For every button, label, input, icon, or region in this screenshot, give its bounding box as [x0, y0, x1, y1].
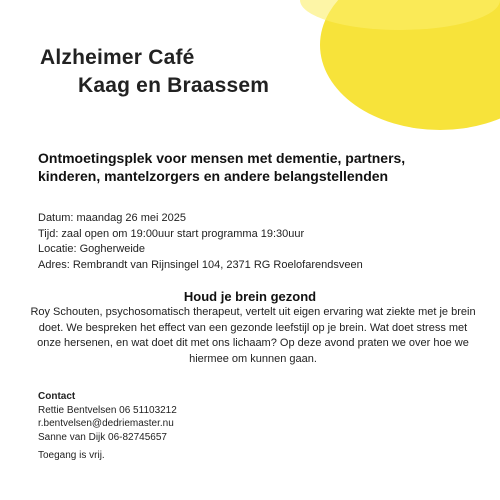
contact-section — [38, 390, 177, 444]
admission-note: Toegang is vrij. — [38, 450, 105, 461]
subtitle: Ontmoetingsplek voor mensen met dementie, partners, kinderen, mantelzorgers en andere belangstellenden — [38, 150, 406, 184]
topic-description: Roy Schouten, psychosomatisch therapeut, vertelt uit eigen ervaring wat ziekte met je brein doet. We bespreken het effect van een gezonde leefstijl op je brein. Wat doet stress met onze hersenen, en wat doet dit met ons lichaam? Op deze avond praten we over hoe we hiermee om kunnen gaan. — [30, 306, 476, 365]
contact-line-1: Rettie Bentvelsen 06 51103212 — [38, 404, 177, 416]
event-date: Datum: maandag 26 mei 2025 — [38, 212, 186, 224]
event-time: Tijd: zaal open om 19:00uur start programma 19:30uur — [38, 227, 305, 240]
event-details — [38, 211, 363, 273]
topic-heading: Houd je brein gezond — [183, 289, 317, 304]
contact-label: Contact — [38, 391, 76, 402]
event-address: Adres: Rembrandt van Rijnsingel 104, 2371 RG Roelofarendsveen — [38, 258, 363, 271]
page-title-line2: Kaag en Braassem — [78, 74, 270, 97]
contact-email: r.bentvelsen@dedriemaster.nu — [38, 418, 174, 429]
page-title-line1: Alzheimer Café — [40, 46, 195, 69]
event-location: Locatie: Gogherweide — [38, 243, 146, 255]
contact-line-3: Sanne van Dijk 06-82745657 — [38, 431, 167, 443]
